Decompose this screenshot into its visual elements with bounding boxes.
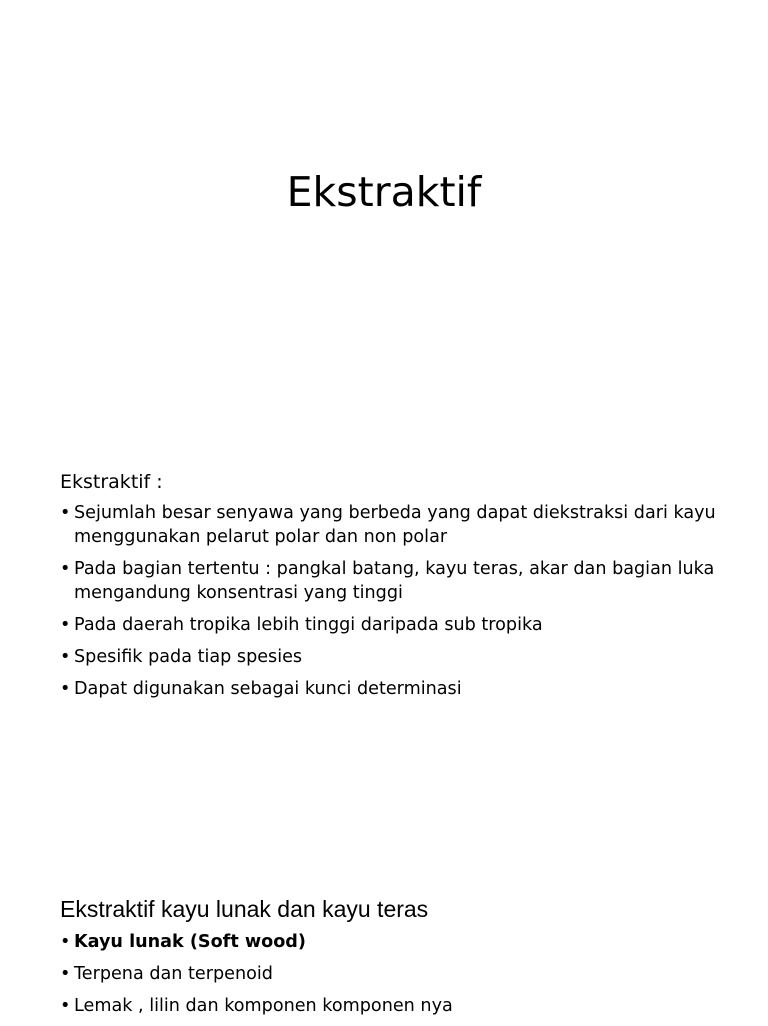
list-item-text: Pada daerah tropika lebih tinggi daripada sub tropika: [74, 615, 543, 635]
bullet-icon: •: [60, 996, 71, 1016]
bullet-list: [60, 501, 720, 701]
section-ekstraktif-kayu: [60, 895, 720, 1026]
list-item-text: Sejumlah besar senyawa yang berbeda yang dapat diekstraksi dari kayu menggunakan pelarut polar dan non polar: [74, 503, 716, 547]
section-heading: Ekstraktif kayu lunak dan kayu teras: [60, 896, 429, 922]
bullet-icon: •: [60, 559, 71, 579]
bullet-icon: •: [60, 503, 71, 523]
list-item-text: Lemak , lilin dan komponen komponen nya: [74, 996, 453, 1016]
list-item-text: Terpena dan terpenoid: [74, 964, 273, 984]
list-item: [60, 962, 720, 986]
list-item-text: Spesifik pada tiap spesies: [74, 647, 303, 667]
list-item: [60, 677, 720, 701]
list-item: [60, 930, 720, 954]
list-item-text: Pada bagian tertentu : pangkal batang, kayu teras, akar dan bagian luka mengandung konsentrasi yang tinggi: [74, 559, 715, 603]
section-ekstraktif: [60, 470, 720, 709]
bullet-icon: •: [60, 679, 71, 699]
bullet-list: [60, 930, 720, 1018]
list-item: [60, 501, 720, 549]
list-item: [60, 557, 720, 605]
section-heading: Ekstraktif :: [60, 471, 163, 493]
bullet-icon: •: [60, 932, 71, 952]
list-item: [60, 645, 720, 669]
page-title: Ekstraktif: [286, 168, 482, 216]
list-item-text: Dapat digunakan sebagai kunci determinasi: [74, 679, 462, 699]
list-item: [60, 994, 720, 1018]
list-item-text-bold: Kayu lunak (Soft wood): [74, 932, 306, 952]
list-item: [60, 613, 720, 637]
bullet-icon: •: [60, 647, 71, 667]
bullet-icon: •: [60, 615, 71, 635]
bullet-icon: •: [60, 964, 71, 984]
